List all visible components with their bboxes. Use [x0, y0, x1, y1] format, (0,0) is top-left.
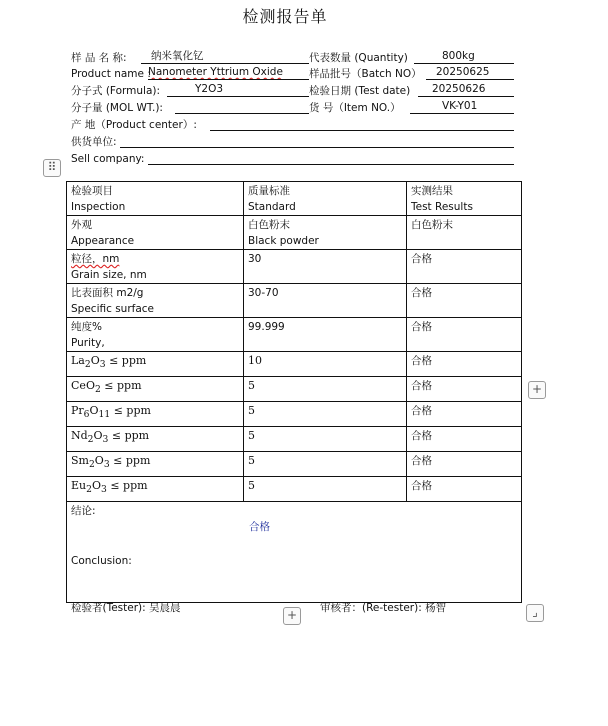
item-en: Grain size, nm	[71, 269, 147, 281]
standard-value: 5	[248, 379, 255, 392]
item-cell[interactable]	[67, 284, 244, 318]
result-cell[interactable]	[407, 318, 522, 352]
impurity-sub2: 3	[99, 359, 106, 371]
result-cell[interactable]	[407, 250, 522, 284]
table-row	[67, 477, 522, 502]
standard-cell[interactable]	[244, 352, 407, 377]
result-value: 白色粉末	[411, 219, 453, 231]
standard-value: 5	[248, 479, 255, 492]
impurity-sub1: 2	[88, 459, 95, 471]
impurity-sub2: 3	[100, 484, 107, 496]
batch-label: 样品批号（Batch NO）	[309, 68, 422, 80]
impurity-sub2: 2	[94, 384, 101, 396]
table-move-handle-icon[interactable]: ⠿	[43, 159, 61, 177]
impurity-item-cell[interactable]	[67, 352, 244, 377]
test-date-field[interactable]	[418, 83, 514, 97]
item-en: Appearance	[71, 235, 135, 247]
header-results-en: Test Results	[411, 201, 473, 213]
impurity-oxygen: O	[85, 379, 95, 392]
standard-cell[interactable]	[244, 377, 407, 402]
product-name-field[interactable]	[148, 66, 309, 80]
header-inspection-cell	[67, 182, 244, 216]
standard-value: 10	[248, 354, 262, 367]
impurity-sub1: 2	[87, 434, 94, 446]
table-header-row	[67, 182, 522, 216]
impurity-element: La	[71, 354, 85, 367]
standard-cn: 白色粉末	[248, 219, 290, 231]
batch-value: 20250625	[436, 66, 490, 78]
item-en: Purity,	[71, 337, 105, 349]
item-cn: 粒径，nm	[71, 253, 120, 265]
item-cell[interactable]	[67, 216, 244, 250]
standard-value: 5	[248, 429, 255, 442]
standard-cn: 30-70	[248, 287, 279, 299]
impurity-sub2: 3	[103, 459, 110, 471]
header-inspection-cn: 检验项目	[71, 185, 113, 197]
standard-value: 5	[248, 404, 255, 417]
table-row	[67, 318, 522, 352]
impurity-unit: ≤ ppm	[111, 429, 150, 442]
batch-field[interactable]	[426, 66, 514, 80]
standard-cell[interactable]	[244, 427, 407, 452]
impurity-unit: ≤ ppm	[113, 404, 151, 417]
impurity-item-cell[interactable]	[67, 402, 244, 427]
impurity-element: Sm	[71, 454, 89, 467]
conclusion-value: 合格	[249, 521, 270, 533]
conclusion-label: 结论:	[71, 505, 96, 517]
result-value: 合格	[411, 287, 432, 299]
impurity-item-cell[interactable]	[67, 452, 244, 477]
conclusion-en-label: Conclusion:	[71, 555, 132, 567]
impurity-unit: ≤ ppm	[113, 454, 151, 467]
header-standard-cn: 质量标准	[248, 185, 290, 197]
table-row	[67, 216, 522, 250]
item-cn: 外观	[71, 219, 92, 231]
item-no-field[interactable]	[410, 100, 514, 114]
report-title: 检测报告单	[242, 7, 328, 26]
standard-cell[interactable]	[244, 477, 407, 502]
item-cell[interactable]	[67, 318, 244, 352]
quantity-field[interactable]	[414, 50, 514, 64]
item-cn: 纯度%	[71, 321, 102, 333]
origin-label: 产 地（Product center）:	[71, 119, 197, 131]
mol-wt-label: 分子量 (MOL WT.):	[71, 102, 163, 114]
standard-cn: 30	[248, 253, 262, 265]
item-no-value: VK-Y01	[442, 100, 478, 112]
origin-field[interactable]	[210, 117, 514, 131]
impurity-sub1: 2	[86, 484, 92, 496]
formula-label: 分子式 (Formula):	[71, 85, 161, 97]
result-value: 合格	[411, 321, 432, 333]
impurity-item-cell[interactable]	[67, 427, 244, 452]
result-cell[interactable]	[407, 284, 522, 318]
impurity-item-cell[interactable]	[67, 477, 244, 502]
impurity-element: Ce	[71, 379, 86, 392]
supplier-field[interactable]	[120, 134, 514, 148]
tester-label: 检验者(Tester):	[71, 602, 146, 614]
formula-value: Y2O3	[195, 83, 224, 95]
result-cell[interactable]	[407, 377, 522, 402]
test-date-value: 20250626	[432, 83, 486, 95]
impurity-unit: ≤ ppm	[104, 379, 142, 392]
tester-line	[71, 601, 181, 615]
table-row	[67, 284, 522, 318]
result-cell[interactable]	[407, 216, 522, 250]
result-value: 合格	[411, 480, 432, 492]
retester-line	[320, 601, 446, 615]
table-row	[67, 250, 522, 284]
standard-en: Black powder	[248, 235, 319, 247]
product-name-value: Nanometer Yttrium Oxide	[148, 66, 283, 78]
item-cn: 比表面积 m2/g	[71, 287, 144, 299]
add-column-icon[interactable]: +	[528, 381, 546, 399]
sell-company-label: Sell company:	[71, 153, 145, 165]
item-no-label: 货 号（Item NO.）	[309, 102, 401, 114]
table-row	[67, 352, 522, 377]
sample-name-label: 样 品 名 称:	[71, 52, 127, 64]
header-standard-cell	[244, 182, 407, 216]
header-results-cn: 实测结果	[411, 185, 453, 197]
result-value: 合格	[411, 253, 432, 265]
result-value: 合格	[411, 455, 432, 467]
result-value: 合格	[411, 430, 432, 442]
header-inspection-en: Inspection	[71, 201, 126, 213]
sample-name-field[interactable]	[141, 50, 309, 64]
table-resize-icon[interactable]: ⌟	[526, 604, 544, 622]
result-cell[interactable]	[407, 402, 522, 427]
formula-field[interactable]	[167, 83, 309, 97]
impurity-item-cell[interactable]	[67, 377, 244, 402]
retester-label: 审核者：(Re-tester):	[320, 602, 422, 614]
impurity-sub2: 3	[102, 434, 109, 446]
table-row	[67, 452, 522, 477]
standard-cell[interactable]	[244, 402, 407, 427]
result-value: 合格	[411, 405, 432, 417]
impurity-oxygen: O	[89, 404, 99, 417]
impurity-oxygen: O	[93, 429, 103, 442]
result-cell[interactable]	[407, 477, 522, 502]
impurity-oxygen: O	[91, 479, 101, 492]
table-row	[67, 377, 522, 402]
standard-cn: 99.999	[248, 321, 285, 333]
impurity-oxygen: O	[94, 454, 104, 467]
conclusion-cell[interactable]	[67, 502, 522, 603]
sample-name-value: 纳米氧化钇	[151, 50, 204, 62]
impurity-element: Eu	[71, 479, 87, 492]
item-cell[interactable]	[67, 250, 244, 284]
result-value: 合格	[411, 355, 432, 367]
item-en: Specific surface	[71, 303, 155, 315]
standard-value: 5	[248, 454, 255, 467]
standard-cell[interactable]	[244, 452, 407, 477]
impurity-sub1: 2	[84, 359, 91, 371]
impurity-element: Nd	[71, 429, 88, 442]
mol-wt-field[interactable]	[175, 100, 309, 114]
result-cell[interactable]	[407, 427, 522, 452]
impurity-unit: ≤ ppm	[110, 479, 148, 492]
table-row	[67, 402, 522, 427]
product-name-label: Product name :	[71, 68, 151, 80]
standard-cell[interactable]	[244, 318, 407, 352]
quantity-label: 代表数量 (Quantity)	[309, 52, 408, 64]
standard-cell[interactable]	[244, 250, 407, 284]
add-row-icon[interactable]: +	[283, 607, 301, 625]
impurity-sub2: 11	[98, 409, 111, 421]
quantity-value: 800kg	[442, 50, 475, 62]
table-row	[67, 427, 522, 452]
impurity-oxygen: O	[90, 354, 100, 367]
sell-company-field[interactable]	[148, 151, 514, 165]
result-cell[interactable]	[407, 452, 522, 477]
test-date-label: 检验日期 (Test date)	[309, 85, 411, 97]
header-results-cell	[407, 182, 522, 216]
standard-cell[interactable]	[244, 284, 407, 318]
impurity-unit: ≤ ppm	[109, 354, 147, 367]
impurity-sub1: 6	[83, 409, 90, 421]
conclusion-row	[67, 502, 522, 603]
header-standard-en: Standard	[248, 201, 296, 213]
result-cell[interactable]	[407, 352, 522, 377]
impurity-element: Pr	[71, 404, 84, 417]
retester-name: 杨智	[425, 602, 447, 614]
supplier-label: 供货单位:	[71, 136, 117, 148]
tester-name: 吴晨晨	[149, 602, 181, 614]
standard-cell[interactable]	[244, 216, 407, 250]
result-value: 合格	[411, 380, 432, 392]
inspection-table	[66, 181, 522, 603]
